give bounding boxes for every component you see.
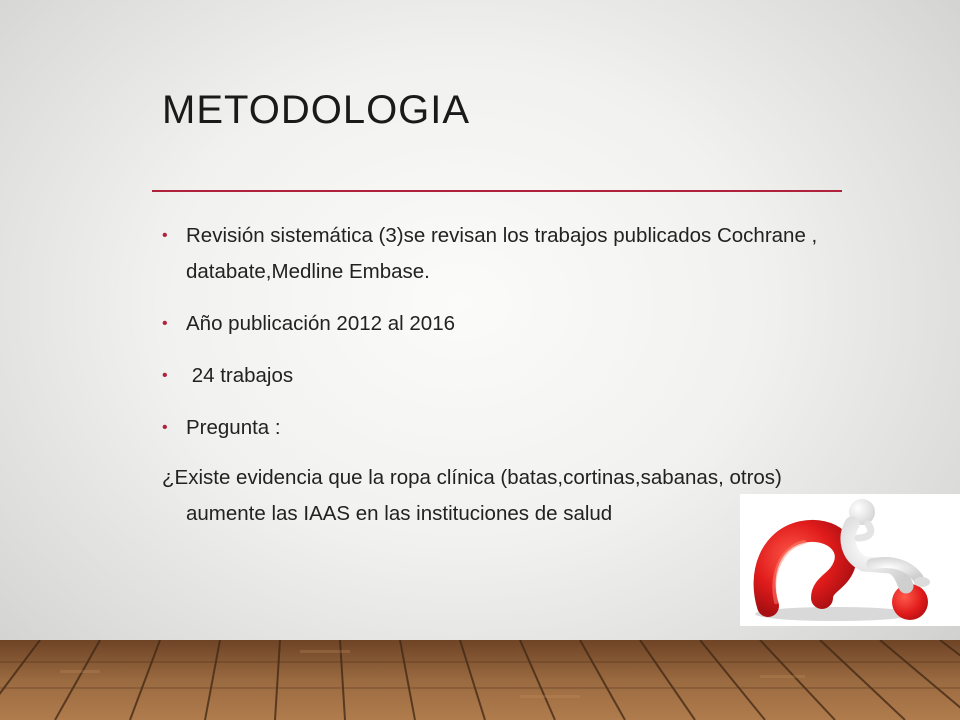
bullet-dot-icon: •	[162, 367, 168, 384]
question-mark-figure-image	[740, 494, 960, 626]
bullet-text: Año publicación 2012 al 2016	[186, 312, 455, 335]
bullet-text: Pregunta :	[186, 416, 281, 439]
bullet-item	[162, 410, 822, 446]
bullet-dot-icon: •	[162, 227, 168, 244]
bullet-item	[162, 358, 822, 394]
bullet-text: 24 trabajos	[186, 364, 294, 387]
slide-content	[162, 218, 822, 532]
question-paragraph: ¿Existe evidencia que la ropa clínica (batas,cortinas,sabanas, otros) aumente las IAAS en las instituciones de salud	[162, 466, 782, 525]
bullet-dot-icon: •	[162, 315, 168, 332]
bullet-dot-icon: •	[162, 419, 168, 436]
title-divider	[152, 190, 842, 192]
bullet-item	[162, 306, 822, 342]
bullet-item	[162, 218, 822, 290]
bullet-text: Revisión sistemática (3)se revisan los trabajos publicados Cochrane , databate,Medline Embase.	[186, 224, 818, 283]
slide-title: METODOLOGIA	[162, 88, 471, 132]
wood-floor	[0, 640, 960, 720]
